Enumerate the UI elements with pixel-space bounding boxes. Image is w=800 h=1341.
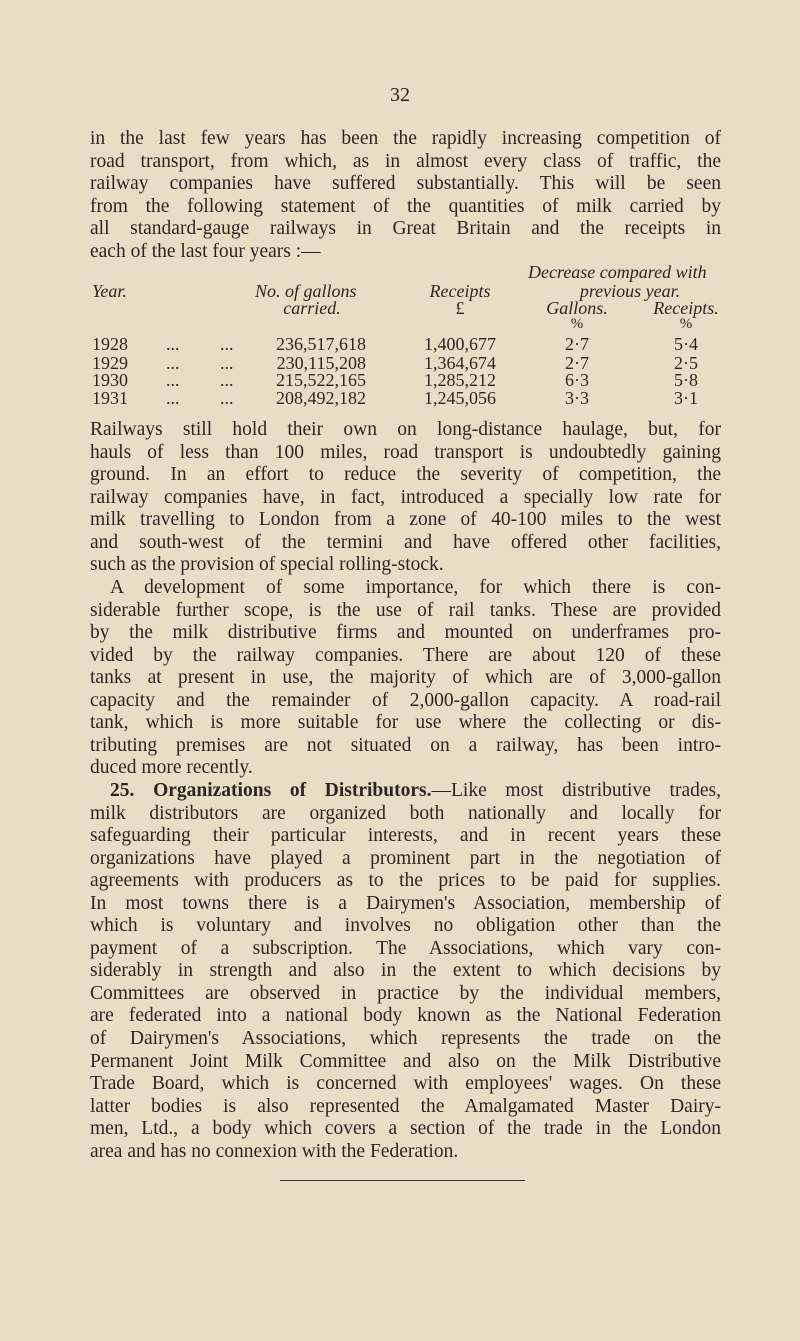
paragraph-rail-tanks: [90, 577, 721, 780]
table-leader: ...: [166, 370, 180, 390]
end-rule-divider: [280, 1180, 525, 1181]
table-header-dec-gallons: Gallons.: [546, 298, 608, 318]
text-line: railway companies have suffered substantially. This will be seen: [90, 173, 721, 195]
table-cell-gallons: 230,115,208: [276, 353, 366, 373]
table-leader: ...: [220, 353, 234, 373]
text-line: In most towns there is a Dairymen's Association, membership of: [90, 892, 721, 914]
table-cell-dec-gallons: 6·3: [565, 370, 589, 390]
text-line: ground. In an effort to reduce the severity of competition, the: [90, 464, 721, 486]
text-line: Trade Board, which is concerned with employees' wages. On these: [90, 1073, 721, 1095]
table-cell-gallons: 236,517,618: [276, 334, 366, 354]
text-line: capacity and the remainder of 2,000-gallon capacity. A road-rail: [90, 689, 721, 711]
table-cell-dec-receipts: 3·1: [674, 388, 698, 408]
table-leader: ...: [166, 388, 180, 408]
table-header-receipts: Receipts: [429, 281, 491, 301]
table-cell-dec-gallons: 2·7: [565, 334, 589, 354]
text-line: siderably in strength and also in the extent to which decisions by: [90, 960, 721, 982]
text-line: from the following statement of the quantities of milk carried by: [90, 195, 721, 217]
table-cell-year: 1928: [92, 334, 128, 354]
text-line: men, Ltd., a body which covers a section of the trade in the London: [90, 1118, 721, 1140]
text-line: hauls of less than 100 miles, road transport is undoubtedly gaining: [90, 441, 721, 463]
text-line: Committees are observed in practice by the individual members,: [90, 982, 721, 1004]
text-line: by the milk distributive firms and mounted on underframes pro-: [90, 622, 721, 644]
table-cell-gallons: 208,492,182: [276, 388, 366, 408]
text-line: railway companies have, in fact, introduced a specially low rate for: [90, 486, 721, 508]
table-header-gallons: No. of gallons: [255, 281, 357, 301]
section-heading: 25. Organizations of Distributors.: [110, 780, 432, 801]
text-line: in the last few years has been the rapidly increasing competition of: [90, 128, 721, 149]
table-leader: ...: [220, 370, 234, 390]
text-line: and south-west of the termini and have offered other facilities,: [90, 531, 721, 553]
table-leader: ...: [166, 353, 180, 373]
table-cell-year: 1929: [92, 353, 128, 373]
page-number: 32: [390, 84, 410, 106]
text-line: vided by the railway companies. There are about 120 of these: [90, 644, 721, 666]
table-header-gallons-2: carried.: [283, 298, 341, 318]
text-line: road transport, from which, as in almost every class of traffic, the: [90, 150, 721, 172]
table-cell-dec-gallons: 3·3: [565, 388, 589, 408]
text-line: safeguarding their particular interests, and in recent years these: [90, 825, 721, 847]
text-line: duced more recently.: [90, 757, 253, 779]
table-cell-dec-receipts: 5·4: [674, 334, 698, 354]
table-leader: ...: [220, 334, 234, 354]
text-line: each of the last four years :—: [90, 240, 321, 262]
table-group-header-2: previous year.: [579, 281, 681, 301]
text-line: area and has no connexion with the Federation.: [90, 1140, 459, 1162]
text-line: Permanent Joint Milk Committee and also on the Milk Distributive: [90, 1050, 721, 1072]
text-line: milk travelling to London from a zone of 40-100 miles to the west: [90, 509, 721, 531]
table-cell-receipts: 1,364,674: [424, 353, 496, 373]
table-leader: ...: [220, 388, 234, 408]
table-cell-gallons: 215,522,165: [276, 370, 366, 390]
section-heading-rest: —Like most distributive trades,: [431, 780, 721, 801]
table-pct-receipts: %: [679, 316, 693, 332]
text-line: milk distributors are organized both nationally and locally for: [90, 802, 721, 824]
text-line: A development of some importance, for which there is con-: [110, 577, 721, 598]
text-line: which is voluntary and involves no obligation other than the: [90, 915, 721, 937]
table-header-dec-receipts: Receipts.: [653, 298, 719, 318]
table-cell-receipts: 1,285,212: [424, 370, 496, 390]
section-25-organizations: [90, 780, 721, 1163]
text-line: latter bodies is also represented the Amalgamated Master Dairy-: [90, 1095, 721, 1117]
table-header-year: Year.: [92, 281, 127, 301]
table-cell-dec-gallons: 2·7: [565, 353, 589, 373]
paragraph-railways: [90, 419, 721, 577]
table-header-receipts-unit: £: [455, 298, 465, 318]
table-cell-receipts: 1,245,056: [424, 388, 496, 408]
text-line: tanks at present in use, the majority of which are of 3,000-gallon: [90, 667, 721, 689]
text-line: of Dairymen's Associations, which represents the trade on the: [90, 1028, 721, 1050]
text-line: payment of a subscription. The Associations, which vary con-: [90, 937, 721, 959]
table-cell-dec-receipts: 2·5: [674, 353, 698, 373]
text-line: such as the provision of special rolling-stock.: [90, 554, 444, 576]
text-line: are federated into a national body known as the National Federation: [90, 1005, 721, 1027]
table-cell-receipts: 1,400,677: [424, 334, 496, 354]
table-leader: ...: [166, 334, 180, 354]
text-line: siderable further scope, is the use of rail tanks. These are provided: [90, 599, 721, 621]
table-cell-year: 1931: [92, 388, 128, 408]
text-line: tank, which is more suitable for use where the collecting or dis-: [90, 712, 721, 734]
text-line: agreements with producers as to the prices to be paid for supplies.: [90, 870, 721, 892]
text-line: Railways still hold their own on long-distance haulage, but, for: [90, 419, 721, 440]
section-heading-line: [90, 780, 721, 803]
table-pct-gallons: %: [570, 316, 584, 332]
text-line: tributing premises are not situated on a railway, has been intro-: [90, 734, 721, 756]
paragraph-intro: [90, 128, 721, 263]
text-line: all standard-gauge railways in Great Britain and the receipts in: [90, 218, 721, 240]
table-cell-year: 1930: [92, 370, 128, 390]
text-line: organizations have played a prominent part in the negotiation of: [90, 847, 721, 869]
table-cell-dec-receipts: 5·8: [674, 370, 698, 390]
table-group-header: Decrease compared with: [528, 262, 707, 282]
